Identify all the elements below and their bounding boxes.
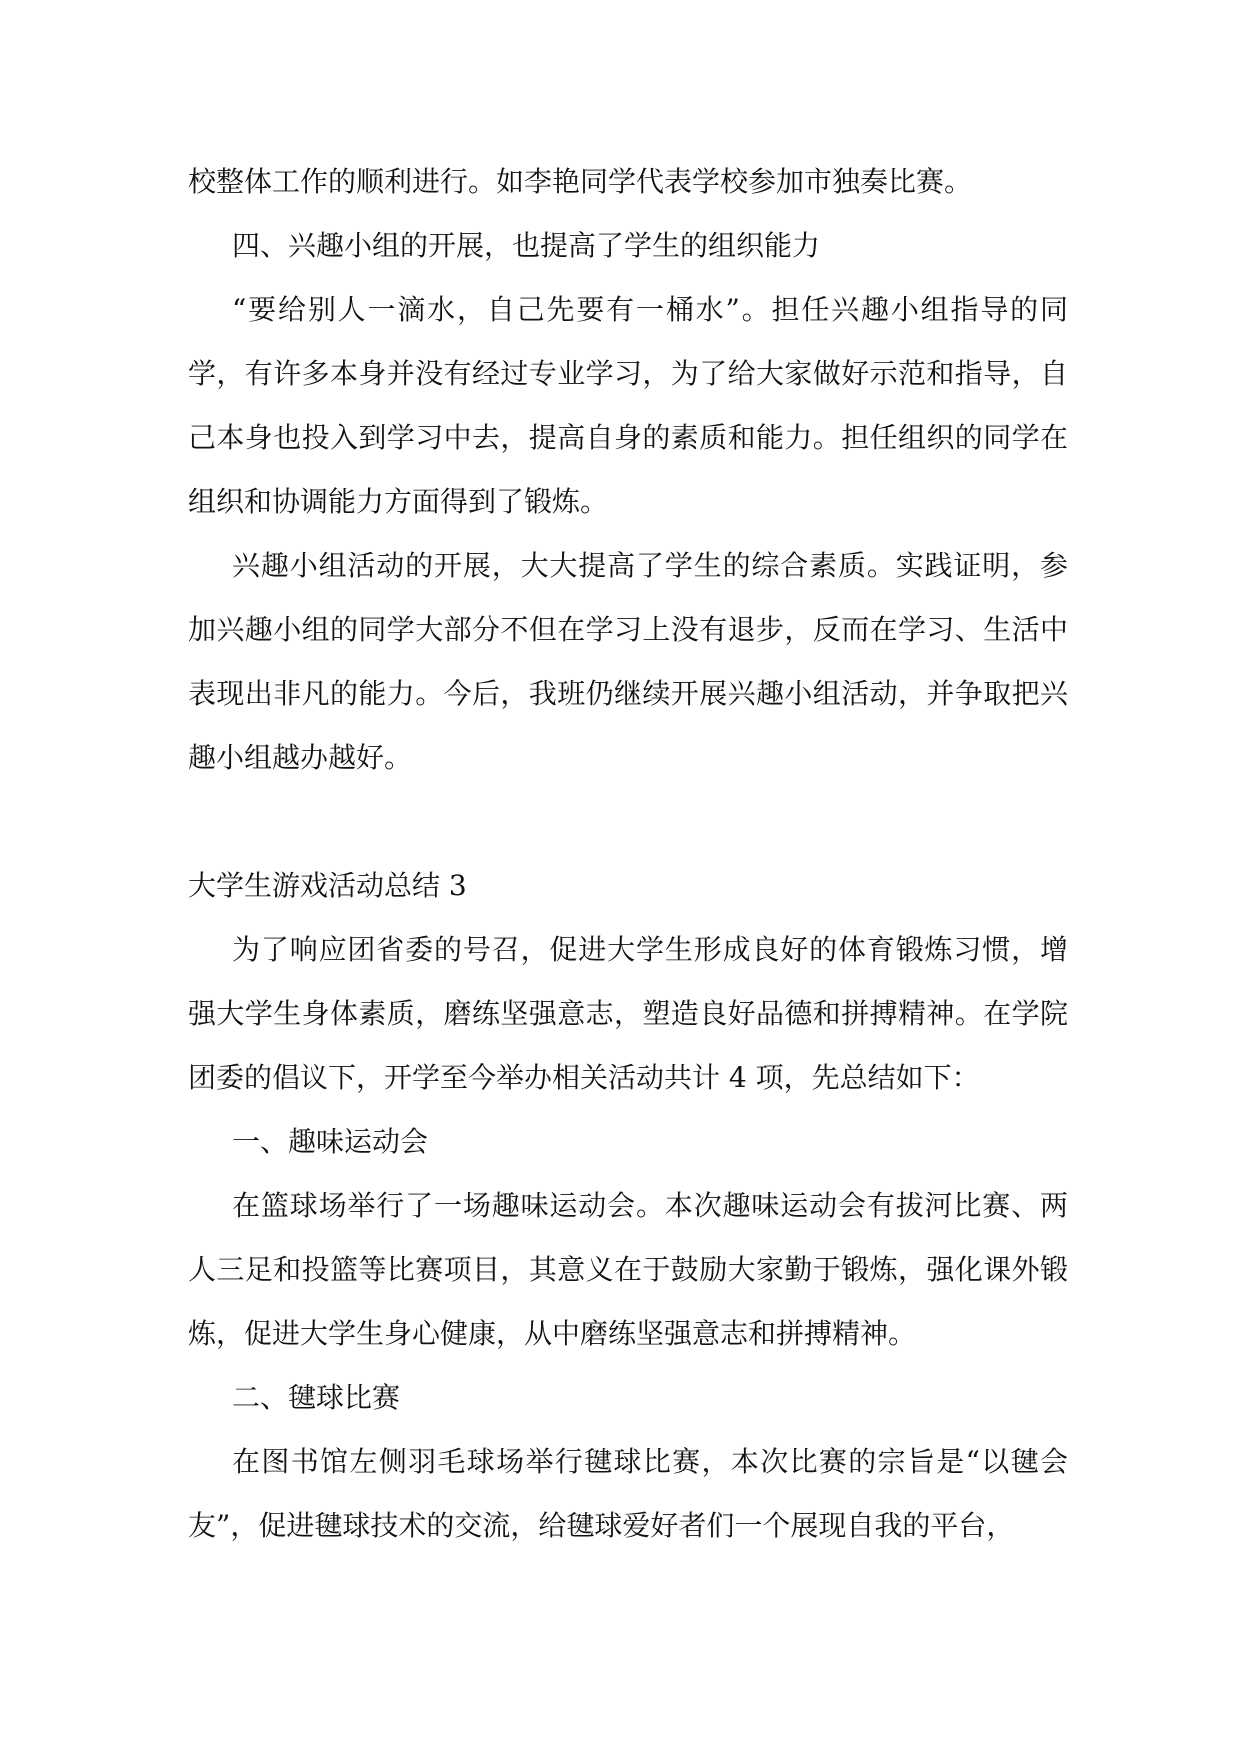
section-part-2 [188, 918, 1068, 1558]
section-title: 大学生游戏活动总结 3 [188, 869, 467, 902]
paragraph: 一、趣味运动会 [232, 1125, 429, 1158]
document-body [188, 150, 1068, 1558]
section-gap [188, 790, 1068, 854]
section-part-1 [188, 150, 1068, 790]
paragraph: 二、毽球比赛 [232, 1381, 401, 1414]
paragraph: 兴趣小组活动的开展，大大提高了学生的综合素质。实践证明，参加兴趣小组的同学大部分不但在学习上没有退步，反而在学习、生活中表现出非凡的能力。今后，我班仍继续开展兴趣小组活动，并争取把兴趣小组越办越好。 [188, 549, 1068, 774]
paragraph: 在篮球场举行了一场趣味运动会。本次趣味运动会有拔河比赛、两人三足和投篮等比赛项目，其意义在于鼓励大家勤于锻炼，强化课外锻炼，促进大学生身心健康，从中磨练坚强意志和拼搏精神。 [188, 1189, 1068, 1350]
paragraph: 四、兴趣小组的开展，也提高了学生的组织能力 [232, 229, 821, 262]
paragraph: 为了响应团省委的号召，促进大学生形成良好的体育锻炼习惯，增强大学生身体素质，磨练坚强意志，塑造良好品德和拼搏精神。在学院团委的倡议下，开学至今举办相关活动共计 4 项，先总结如下： [188, 933, 1068, 1094]
paragraph: “要给别人一滴水，自己先要有一桶水”。担任兴趣小组指导的同学，有许多本身并没有经过专业学习，为了给大家做好示范和指导，自己本身也投入到学习中去，提高自身的素质和能力。担任组织的同学在组织和协调能力方面得到了锻炼。 [188, 293, 1068, 518]
paragraph: 校整体工作的顺利进行。如李艳同学代表学校参加市独奏比赛。 [188, 165, 973, 198]
paragraph: 在图书馆左侧羽毛球场举行毽球比赛，本次比赛的宗旨是“以毽会友”，促进毽球技术的交流，给毽球爱好者们一个展现自我的平台， [188, 1445, 1068, 1542]
